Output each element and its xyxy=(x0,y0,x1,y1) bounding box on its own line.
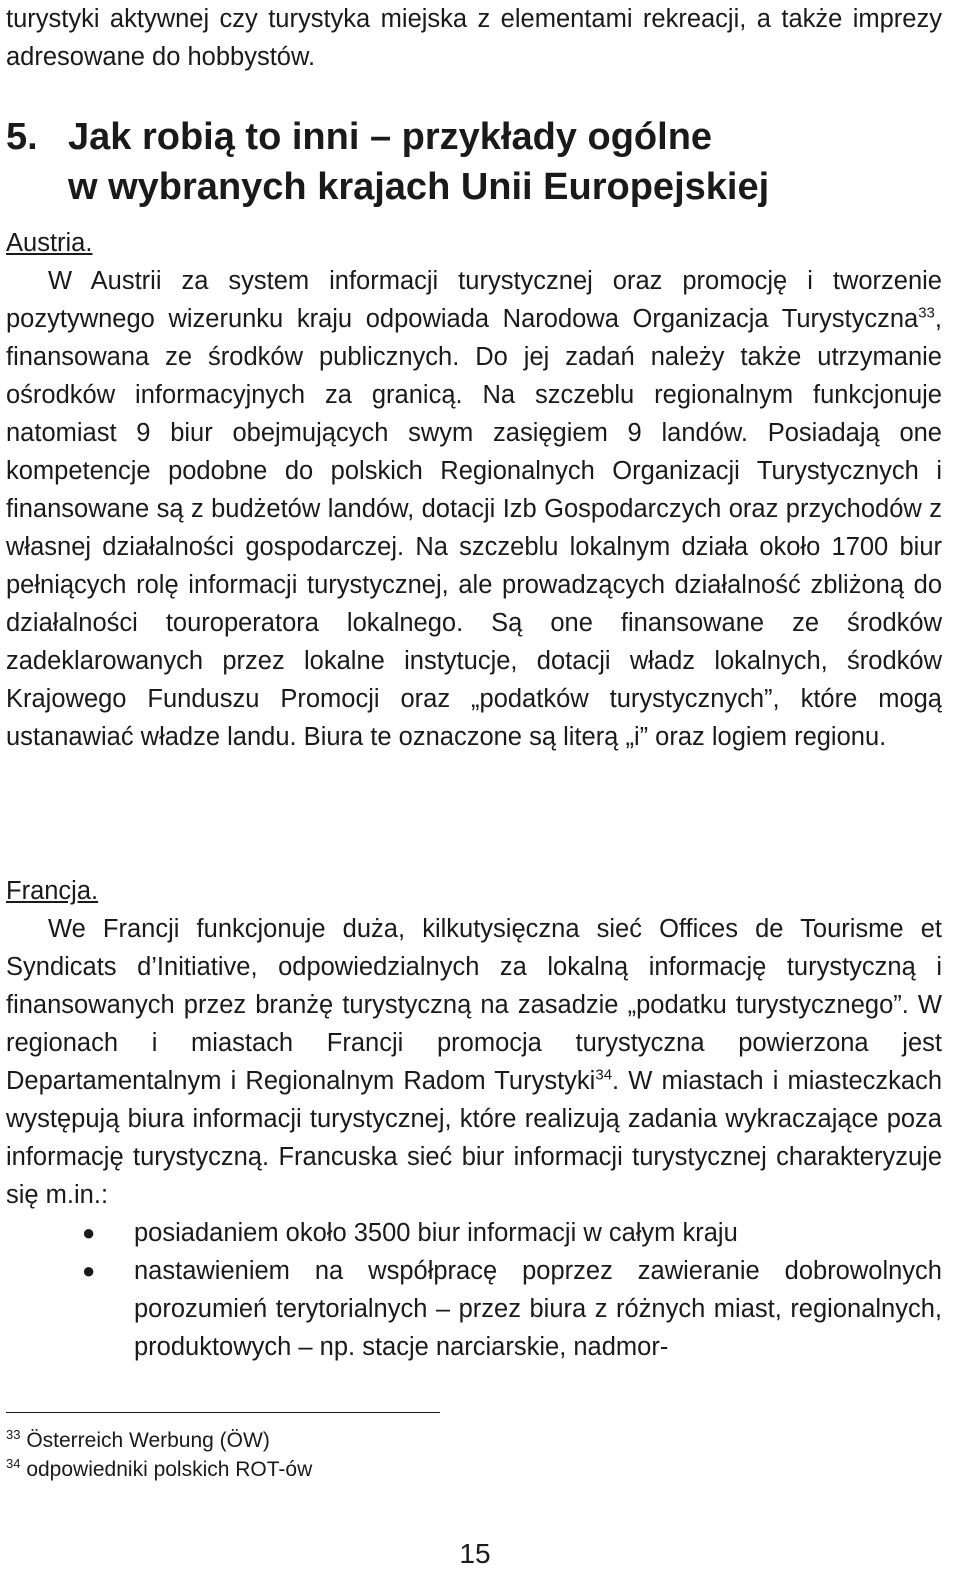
footnote-text: odpowiedniki polskich ROT-ów xyxy=(26,1458,313,1481)
france-text-b: . W miastach i miasteczkach występują biura informacji turystycznej, które realizują zadania wykraczające poza informację turystyczną. Francuska sieć biur informacji turystycznej charakteryzuje się m.in.: xyxy=(6,1067,942,1209)
heading-number: 5. xyxy=(6,116,38,158)
austria-paragraph xyxy=(6,262,942,756)
france-label: Francja. xyxy=(6,877,99,905)
austria-section xyxy=(6,224,942,756)
list-item xyxy=(6,1214,942,1252)
footnote-number: 33 xyxy=(6,1427,21,1442)
footnotes xyxy=(6,1426,706,1484)
list-item xyxy=(6,1252,942,1366)
footnote-ref-33: 33 xyxy=(918,304,935,322)
footnote-ref-34: 34 xyxy=(595,1066,613,1084)
footnote-33 xyxy=(6,1426,706,1455)
footnote-divider xyxy=(6,1412,440,1413)
austria-label: Austria. xyxy=(6,229,93,257)
bullet-icon: ● xyxy=(82,1220,96,1245)
heading-line-2: w wybranych krajach Unii Europejskiej xyxy=(68,166,770,208)
france-paragraph xyxy=(6,910,942,1214)
intro-paragraph: turystyki aktywnej czy turystyka miejska z elementami rekreacji, a także imprezy adresowane do hobbystów. xyxy=(6,5,942,71)
page-number: 15 xyxy=(459,1538,491,1569)
france-text-a: We Francji funkcjonuje duża, kilkutysięczna sieć Offices de Tourisme et Syndicats d’Initiative, odpowiedzialnych za lokalną informację turystyczną i finansowanych przez branżę turystyczną na zasadzie „podatku turystycznego”. W regionach i miastach Francji promocja turystyczna powierzona jest Departamentalnym i Regionalnym Radom Turystyki xyxy=(6,915,942,1095)
footnote-number: 34 xyxy=(6,1456,21,1471)
austria-text-b: , finansowana ze środków publicznych. Do jej zadań należy także utrzymanie ośrodków informacyjnych za granicą. Na szczeblu regionalnym funkcjonuje natomiast 9 biur obejmujących swym zasięgiem 9 landów. Posiadają one kompetencje podobne do polskich Regionalnych Organizacji Turystycznych i finansowane są z budżetów landów, dotacji Izb Gospodarczych oraz przychodów z własnej działalności gospodarczej. Na szczeblu lokalnym działa około 1700 biur pełniących rolę informacji turystycznej, ale prowadzących działalność zbliżoną do działalności touroperatora lokalnego. Są one finansowane ze środków zadeklarowanych przez lokalne instytucje, dotacji władz lokalnych, środków Krajowego Funduszu Promocji oraz „podatków turystycznych”, które mogą ustanawiać władze landu. Biura te oznaczone są literą „i” oraz logiem regionu. xyxy=(6,305,942,751)
list-item-text: posiadaniem około 3500 biur informacji w całym kraju xyxy=(134,1219,738,1247)
france-section xyxy=(6,872,942,1366)
france-bullet-list xyxy=(6,1214,942,1366)
austria-text-a: W Austrii za system informacji turystycznej oraz promocję i tworzenie pozytywnego wizerunku kraju odpowiada Narodowa Organizacja Turystyczna xyxy=(6,267,942,333)
section-heading xyxy=(6,112,942,212)
footnote-text: Österreich Werbung (ÖW) xyxy=(26,1429,270,1452)
list-item-text: nastawieniem na współpracę poprzez zawieranie dobrowolnych porozumień terytorialnych – przez biura z różnych miast, regionalnych, produktowych – np. stacje narciarskie, nadmor- xyxy=(134,1257,942,1361)
bullet-icon: ● xyxy=(82,1258,96,1283)
footnote-34 xyxy=(6,1455,706,1484)
heading-line-1: Jak robią to inni – przykłady ogólne xyxy=(68,116,713,158)
